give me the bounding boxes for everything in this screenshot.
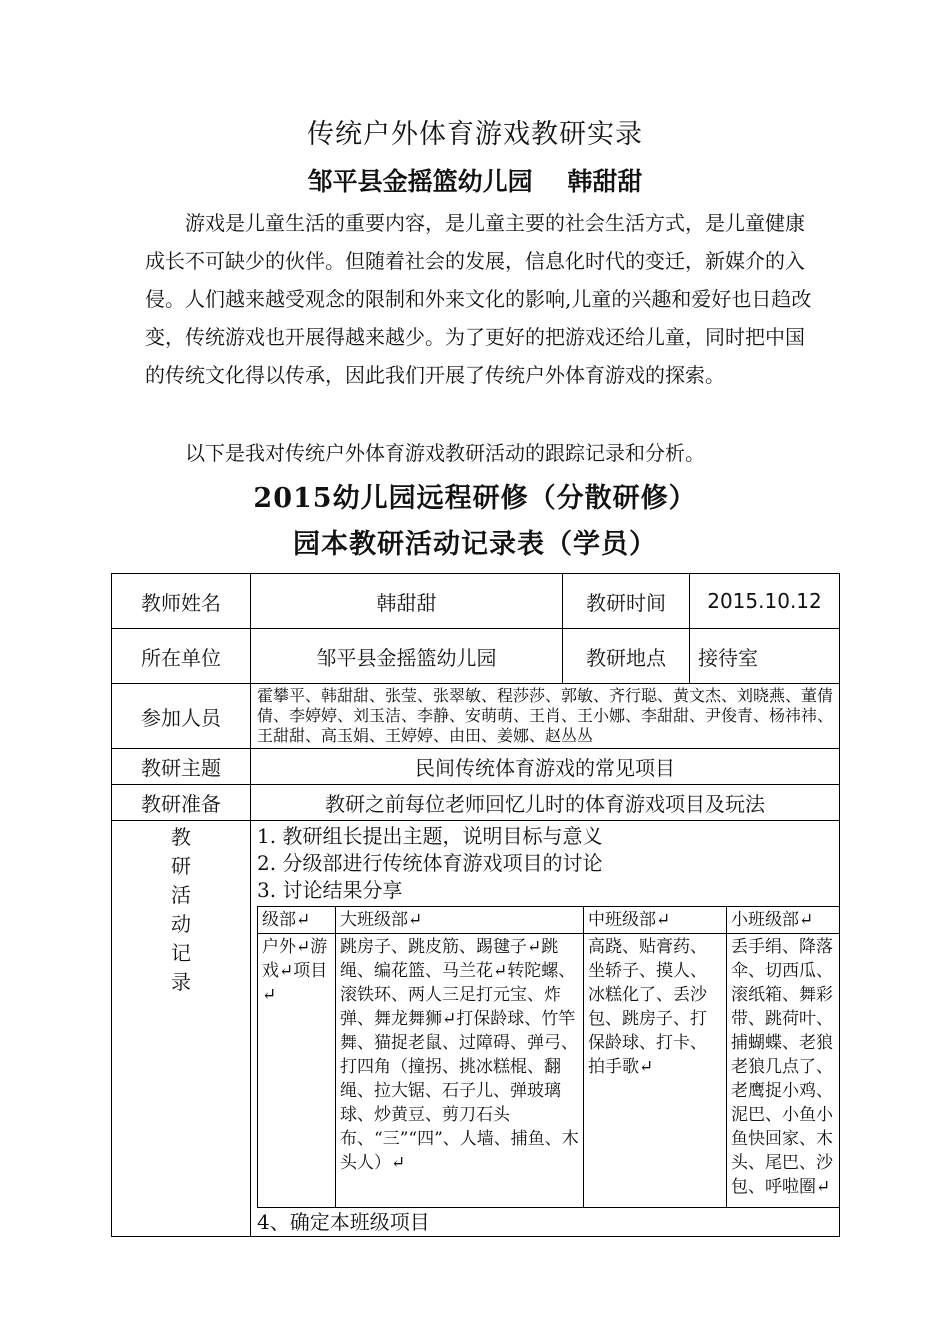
step-1: 1. 教研组长提出主题，说明目标与意义: [257, 824, 603, 848]
intro-paragraph: [145, 204, 815, 394]
research-time-value: 2015.10.12: [690, 574, 840, 629]
unit-value: 邹平县金摇篮幼儿园: [251, 629, 563, 684]
activity-record-content: [251, 821, 840, 1237]
form-heading-1: 2015幼儿园远程研修（分散研修）: [253, 483, 697, 514]
grid-small-class-games: 丢手绢、降落伞、切西瓜、滚纸箱、舞彩带、跳荷叶、捕蝴蝶、老狼老狼几点了、老鹰捉小鸡、泥巴、小鱼小鱼快回家、木头、尾巴、沙包、呼啦圈↵: [727, 934, 840, 1208]
preparation-label: 教研准备: [112, 785, 251, 821]
grid-middle-class-games: 高跷、贴膏药、坐轿子、摸人、冰糕化了、丢沙包、跳房子、打保龄球、打卡、拍手歌↵: [584, 934, 727, 1208]
research-time-label: 教研时间: [563, 574, 690, 629]
author-org: 邹平县金摇篮幼儿园: [307, 167, 533, 196]
participants-label: 参加人员: [112, 684, 251, 749]
grid-big-class-games: 跳房子、跳皮筋、踢毽子↵跳绳、编花篮、马兰花↵转陀螺、滚铁环、两人三足打元宝、炸弹、舞龙舞狮↵打保龄球、竹竿舞、猫捉老鼠、过障碍、弹弓、打四角（撞拐、挑冰糕棍、翻绳、拉大锯、石子儿、弹玻璃球、炒黄豆、剪刀石头布、“三”“四”、人墙、捕鱼、木头人）↵: [336, 934, 584, 1208]
author-name: 韩甜甜: [567, 167, 643, 196]
grid-header-small: 小班级部↵: [727, 907, 840, 934]
topic-label: 教研主题: [112, 749, 251, 785]
preparation-value: 教研之前每位老师回忆儿时的体育游戏项目及玩法: [251, 785, 840, 821]
teacher-name-value: 韩甜甜: [251, 574, 563, 629]
teacher-name-label: 教师姓名: [112, 574, 251, 629]
intro-text-2: 以下是我对传统户外体育游戏教研活动的跟踪记录和分析。: [185, 441, 705, 465]
step-2: 2. 分级部进行传统体育游戏项目的讨论: [257, 851, 603, 875]
grid-header-middle: 中班级部↵: [584, 907, 727, 934]
participants-value: 霍攀平、韩甜甜、张莹、张翠敏、程莎莎、郭敏、齐行聪、黄文杰、刘晓燕、董倩倩、李婷婷、刘玉洁、李静、安萌萌、王肖、王小娜、李甜甜、尹俊青、杨祎祎、王甜甜、高玉娟、王婷婷、由田、姜娜、赵丛丛: [251, 684, 840, 749]
record-steps: [251, 821, 839, 904]
document-author: [0, 162, 950, 198]
form-heading-2: 园本教研活动记录表（学员）: [293, 529, 657, 560]
activity-record-label-text: 教研活动记录: [171, 825, 191, 994]
game-items-table: [257, 906, 840, 1208]
grid-header-level: 级部↵: [258, 907, 336, 934]
topic-value: 民间传统体育游戏的常见项目: [251, 749, 840, 785]
step-4: 4、确定本班级项目: [257, 1210, 430, 1234]
activity-record-table: [111, 573, 840, 1237]
research-place-value: 接待室: [690, 629, 840, 684]
grid-header-big: 大班级部↵: [336, 907, 584, 934]
unit-label: 所在单位: [112, 629, 251, 684]
intro-text: 游戏是儿童生活的重要内容，是儿童主要的社会生活方式，是儿童健康成长不可缺少的伙伴。但随着社会的发展，信息化时代的变迁，新媒介的入侵。人们越来越受观念的限制和外来文化的影响,儿童的兴趣和爱好也日趋改变，传统游戏也开展得越来越少。为了更好的把游戏还给儿童，同时把中国的传统文化得以传承，因此我们开展了传统户外体育游戏的探索。: [145, 211, 812, 387]
grid-row-label: 户外↵游戏↵项目↵: [258, 934, 336, 1208]
step-3: 3. 讨论结果分享: [257, 878, 403, 902]
research-place-label: 教研地点: [563, 629, 690, 684]
intro-paragraph-2: [145, 434, 815, 472]
document-title: 传统户外体育游戏教研实录: [307, 119, 643, 150]
activity-record-label: [112, 821, 251, 1237]
